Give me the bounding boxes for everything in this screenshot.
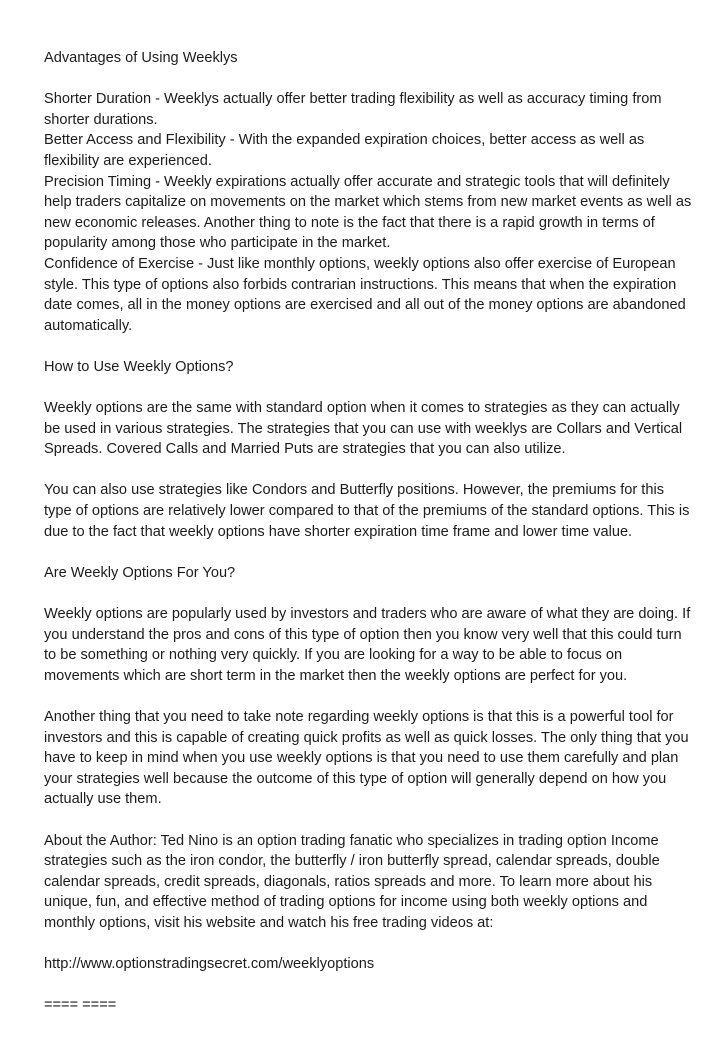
how-paragraph-2: You can also use strategies like Condors and Butterfly positions. However, the premiums for this type of options are relatively lower compared to that of the premiums of the standard options. This is due to the fact that weekly options have shorter expiration time frame and lower time value. — [44, 482, 690, 540]
heading-advantages: Advantages of Using Weeklys — [44, 50, 238, 66]
website-link[interactable]: http://www.optionstradingsecret.com/weeklyoptions — [44, 956, 375, 973]
advantage-item-better-access: Better Access and Flexibility - With the expanded expiration choices, better access as well as flexibility are experienced. — [44, 132, 645, 169]
heading-how-to-use: How to Use Weekly Options? — [44, 358, 234, 375]
for-you-paragraph-2: Another thing that you need to take note regarding weekly options is that this is a powerful tool for investors and this is capable of creating quick profits as well as quick losses. The only thing that you have to keep in mind when you use weekly options is that you need to use them carefully and plan your strategies well because the outcome of this type of option will generally depend on how you actually use them. — [44, 709, 689, 808]
how-paragraph-1: Weekly options are the same with standard option when it comes to strategies as they can actually be used in various strategies. The strategies that you can use with weeklys are Collars and Vertical Spreads. Covered Calls and Married Puts are strategies that you can also utilize. — [44, 400, 683, 458]
advantage-item-shorter-duration: Shorter Duration - Weeklys actually offer better trading flexibility as well as accuracy timing from shorter durations. — [44, 91, 662, 128]
heading-for-you: Are Weekly Options For You? — [44, 564, 236, 581]
advantage-item-precision-timing: Precision Timing - Weekly expirations actually offer accurate and strategic tools that will definitely help traders capitalize on movements on the market which stems from new market events as well as new economic releases. Another thing to note is the fact that there is a rapid growth in terms of popularity among those who participate in the market. — [44, 173, 692, 252]
separator-line: ==== ==== — [44, 997, 117, 1014]
document-page — [44, 48, 694, 1037]
advantages-list — [44, 89, 694, 336]
author-bio: About the Author: Ted Nino is an option trading fanatic who specializes in trading option Income strategies such as the iron condor, the butterfly / iron butterfly spread, calendar spreads, double calendar spreads, credit spreads, diagonals, ratios spreads and more. To learn more about his unique, fun, and effective method of trading options for income using both weekly options and monthly options, visit his website and watch his free trading videos at: — [44, 832, 660, 931]
for-you-paragraph-1: Weekly options are popularly used by investors and traders who are aware of what they are doing. If you understand the pros and cons of this type of option then you know very well that this could turn to be something or nothing very quickly. If you are looking for a way to be able to focus on movements which are short term in the market then the weekly options are perfect for you. — [44, 606, 691, 684]
advantage-item-confidence-of-exercise: Confidence of Exercise - Just like monthly options, weekly options also offer exercise of European style. This type of options also forbids contrarian instructions. This means that when the expiration date comes, all in the money options are exercised and all out of the money options are abandoned automatically. — [44, 255, 686, 334]
